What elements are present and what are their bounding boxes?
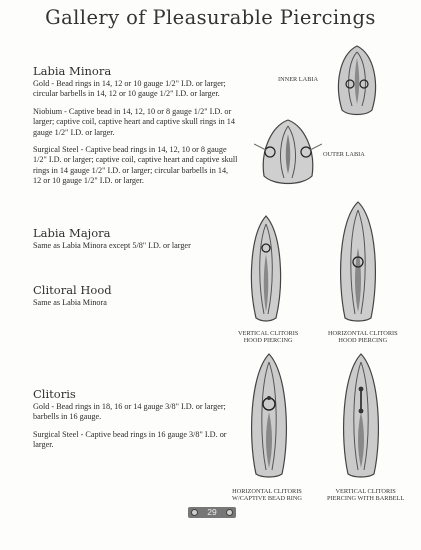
paragraph-gold: Gold - Bead rings in 18, 16 or 14 gauge 3/8" I.D. or larger; barbells in 16 gauge.	[33, 402, 226, 422]
section-heading: Clitoris	[33, 387, 76, 401]
vertical-barbell-illustration	[336, 352, 386, 480]
inner-labia-illustration	[330, 44, 384, 118]
section-labia-majora	[33, 226, 238, 258]
outer-labia-illustration	[254, 116, 322, 188]
caption-line: VERTICAL CLITORIS	[238, 330, 299, 337]
section-clitoris	[33, 387, 238, 458]
caption-line: PIERCING WITH BARBELL	[327, 495, 405, 503]
caption-outer-labia: OUTER LABIA	[323, 151, 365, 158]
paragraph-surgical-steel: Surgical Steel - Captive bead rings in 14, 12, 10 or 8 gauge 1/2" I.D. or larger; captive coil, captive heart and captive skull rings in 14 gauge 1/2" I.D. or larger; circular barbells in 14, 12 or 10 gauge 1/2" I.D. or larger.	[33, 145, 238, 186]
caption-inner-labia: INNER LABIA	[278, 76, 319, 83]
section-heading: Labia Minora	[33, 64, 112, 78]
section-heading: Clitoral Hood	[33, 283, 112, 297]
caption-vertical-barbell	[327, 488, 404, 503]
caption-horizontal-hood	[328, 330, 398, 345]
bar-dot-right	[226, 509, 233, 516]
horizontal-hood-illustration	[333, 200, 383, 324]
caption-line: HORIZONTAL CLITORIS	[328, 330, 398, 337]
section-clitoral-hood	[33, 283, 238, 315]
horizontal-bead-ring-illustration	[244, 352, 294, 480]
paragraph: Same as Labia Minora	[33, 298, 107, 307]
caption-vertical-hood	[238, 330, 298, 345]
caption-line: HOOD PIERCING	[338, 337, 388, 345]
section-labia-minora	[33, 64, 238, 194]
page-number-bar	[188, 507, 236, 518]
paragraph: Same as Labia Minora except 5/8" I.D. or larger	[33, 241, 191, 250]
caption-line: VERTICAL CLITORIS	[335, 488, 396, 495]
paragraph-gold: Gold - Bead rings in 14, 12 or 10 gauge 1/2" I.D. or larger; circular barbells in 14, 12 or 10 gauge 1/2" I.D. or larger.	[33, 79, 226, 99]
caption-horizontal-bead-ring	[232, 488, 302, 503]
page-title: Gallery of Pleasurable Piercings	[45, 6, 376, 29]
page-number: 29	[207, 507, 217, 517]
paragraph-niobium: Niobium - Captive bead in 14, 12, 10 or 8 gauge 1/2" I.D. or larger; captive coil, captive heart and captive skull rings in 14 gauge 1/2" I.D. or larger.	[33, 106, 235, 137]
vertical-hood-illustration	[244, 214, 288, 324]
paragraph-surgical-steel: Surgical Steel - Captive bead rings in 16 gauge 3/8" I.D. or larger.	[33, 429, 227, 450]
caption-line: W/CAPTIVE BEAD RING	[232, 495, 302, 503]
section-heading: Labia Majora	[33, 226, 111, 240]
caption-line: HOOD PIERCING	[243, 337, 293, 345]
caption-line: HORIZONTAL CLITORIS	[232, 488, 302, 495]
